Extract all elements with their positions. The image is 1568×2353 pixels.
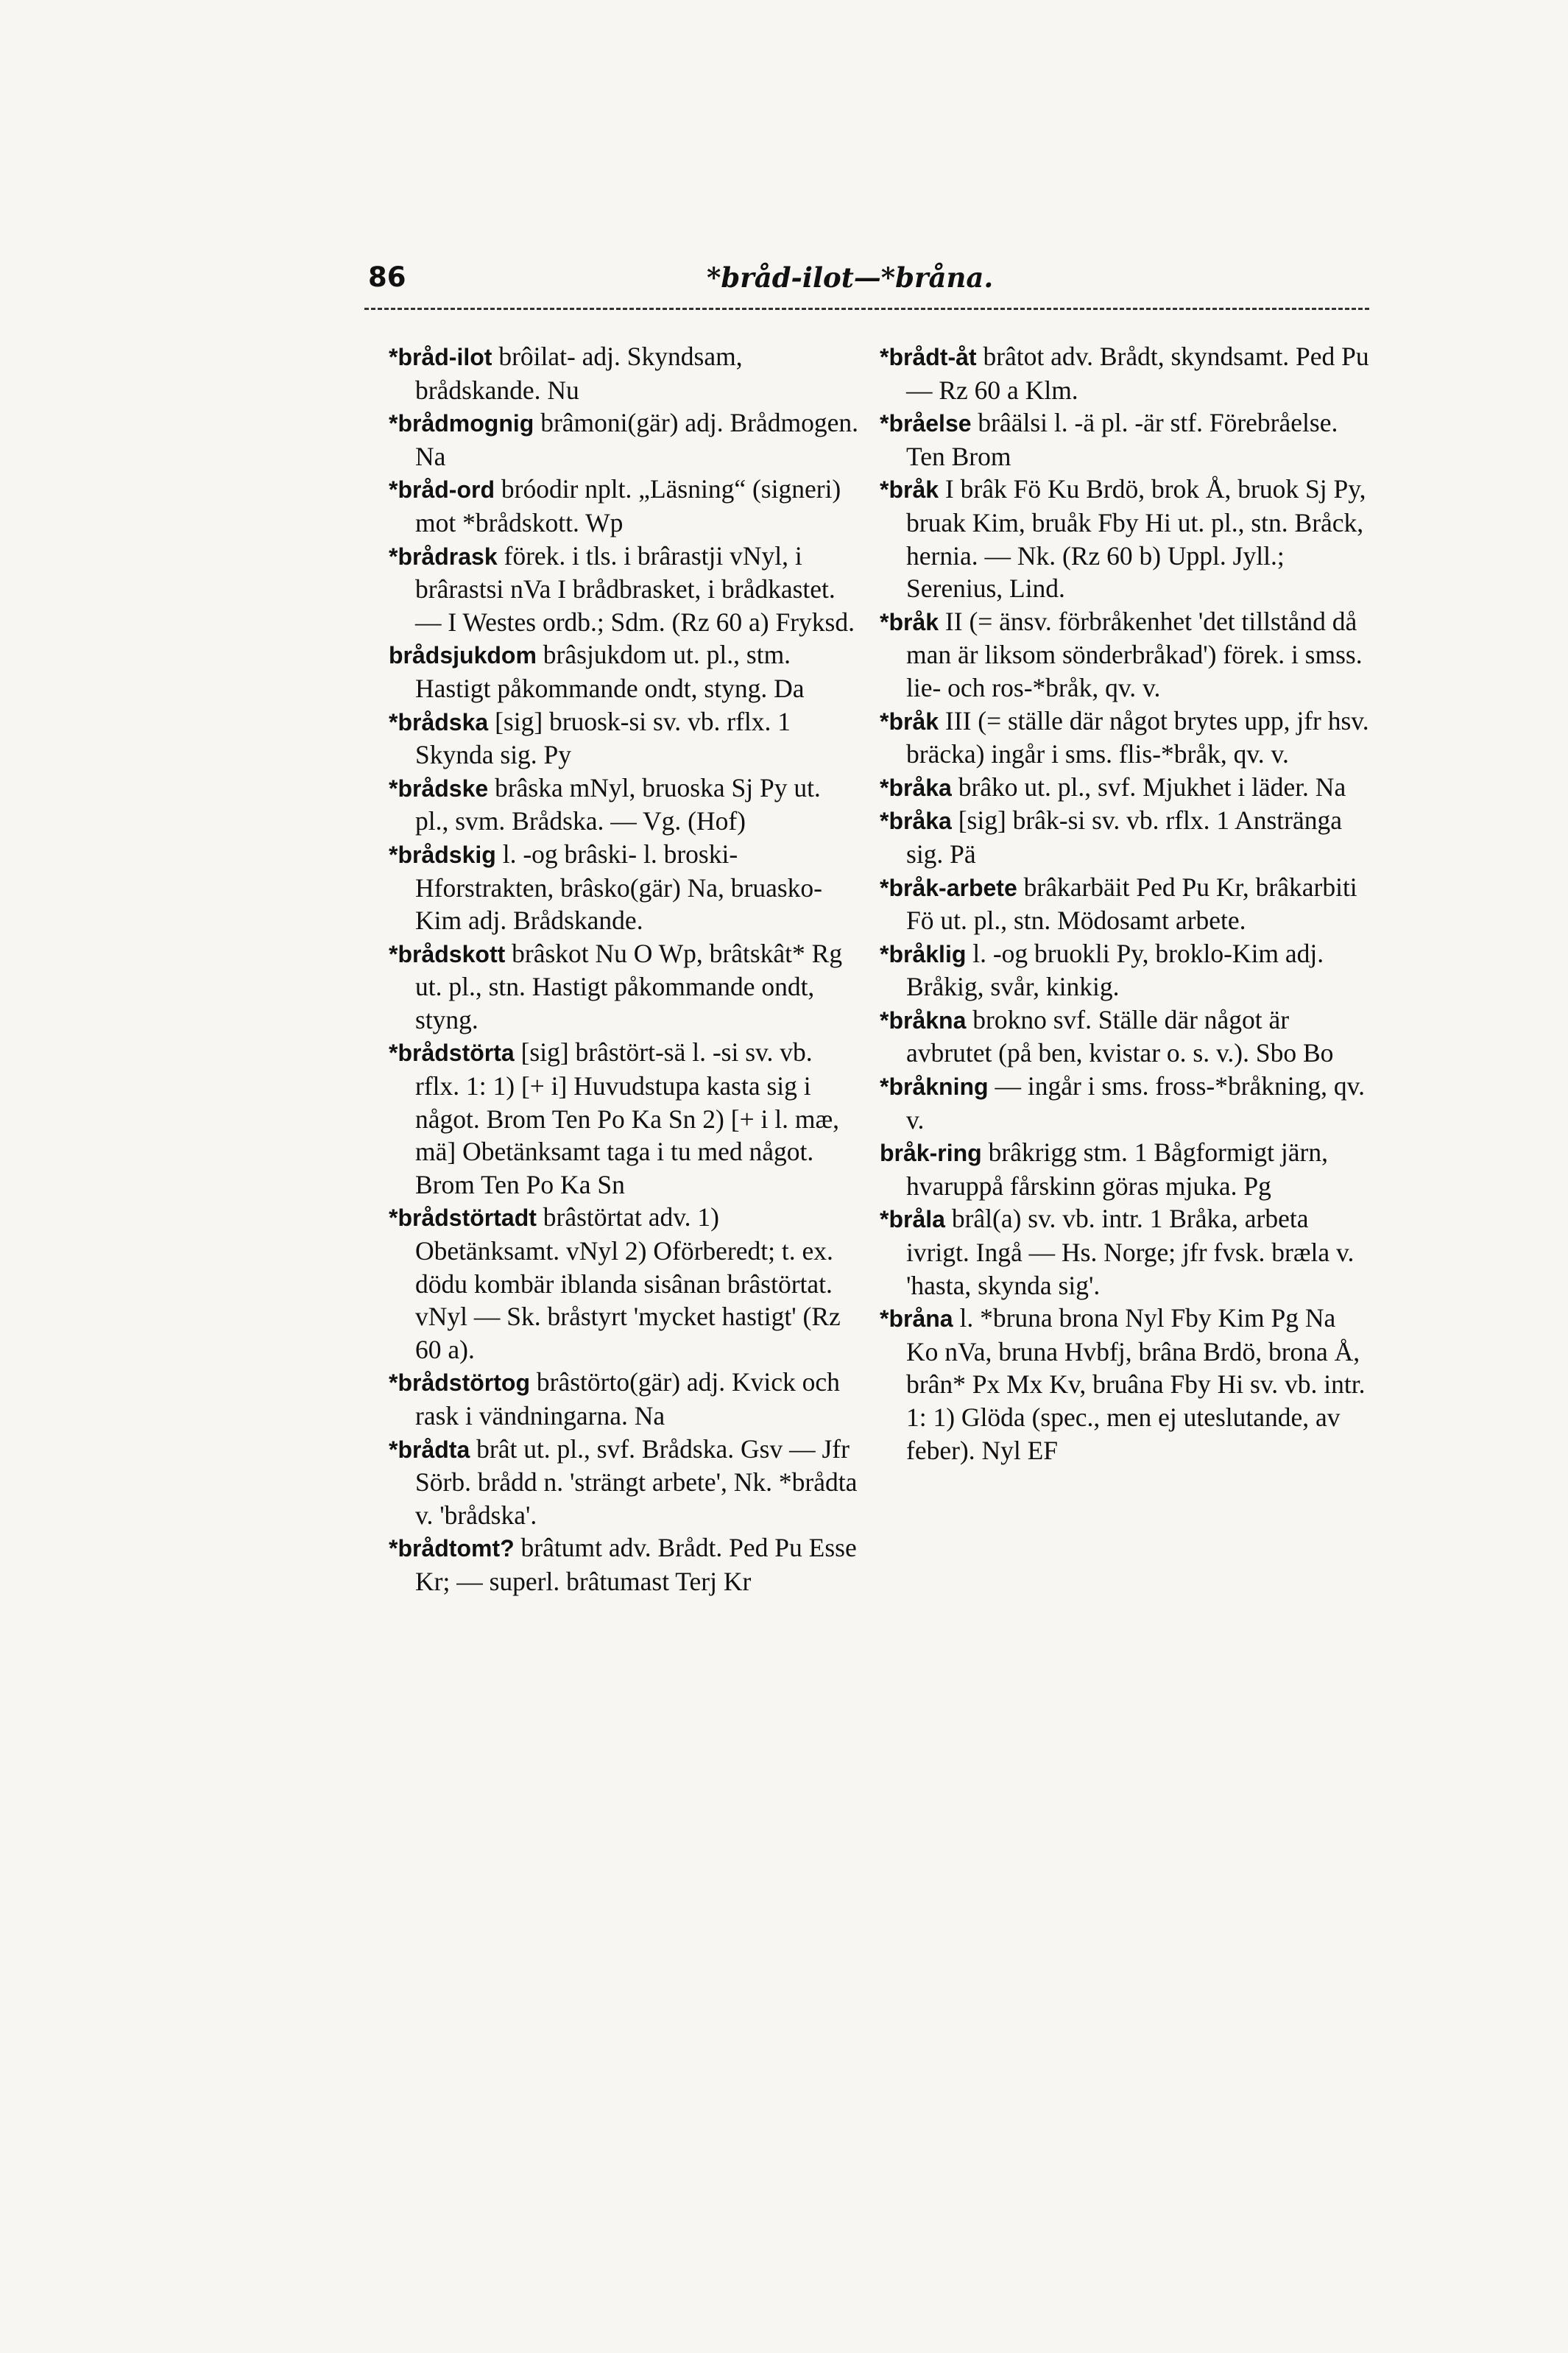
- entry-headword: *brådrask: [389, 543, 498, 570]
- entry-headword: *brådske: [389, 775, 489, 802]
- entry-text: [sig] bruosk-si sv. vb. rflx. 1 Skynda sig. Py: [415, 706, 791, 770]
- entry-text: brâmoni(gär) adj. Brådmogen. Na: [415, 408, 858, 471]
- dictionary-entry: [389, 473, 860, 539]
- entry-text: l. *bruna brona Nyl Fby Kim Pg Na Ko nVa, bruna Hvbfj, brâna Brdö, brona Å, brân* Px Mx Kv, bruâna Fby Hi sv. vb. intr. 1: 1) Glöda (spec., men ej uteslutande, av feber). Nyl EF: [906, 1303, 1366, 1465]
- header-rule: [364, 308, 1369, 310]
- dictionary-entry: [880, 771, 1369, 805]
- dictionary-entry: [389, 1433, 860, 1532]
- entry-text: [sig] brâstört-sä l. -si sv. vb. rflx. 1: 1) [+ i] Huvudstupa kasta sig i något. Brom Ten Po Ka Sn 2) [+ i l. mæ, mä] Obetänksamt taga i tu med något. Brom Ten Po Ka Sn: [415, 1037, 839, 1199]
- dictionary-entry: [880, 406, 1369, 473]
- dictionary-entry: [389, 540, 860, 639]
- entry-headword: *brådskott: [389, 940, 506, 967]
- dictionary-entry: [389, 406, 860, 473]
- entry-text: brôilat- adj. Skyndsam, brådskande. Nu: [415, 342, 743, 405]
- entry-text: l. -og bruokli Py, broklo-Kim adj. Bråkig, svår, kinkig.: [906, 938, 1324, 1002]
- dictionary-entry: [389, 1366, 860, 1432]
- entry-headword: *bråk: [880, 708, 939, 735]
- entry-text: bróodir nplt. „Läsning“ (signeri) mot *brådskott. Wp: [415, 474, 841, 537]
- dictionary-entry: [880, 605, 1369, 705]
- dictionary-entry: [880, 937, 1369, 1003]
- dictionary-entry: [880, 1202, 1369, 1302]
- entry-headword: *brådtomt?: [389, 1535, 515, 1562]
- dictionary-entry: [880, 1136, 1369, 1202]
- entry-text: brâkrigg stm. 1 Bågformigt järn, hvaruppå fårskinn göras mjuka. Pg: [906, 1137, 1328, 1201]
- entry-headword: *bråkning: [880, 1073, 989, 1101]
- entry-text: brâälsi l. -ä pl. -är stf. Förebråelse. Ten Brom: [906, 408, 1338, 471]
- entry-text: brâko ut. pl., svf. Mjukhet i läder. Na: [951, 772, 1346, 802]
- entry-text: brâkarbäit Ped Pu Kr, brâkarbiti Fö ut. pl., stn. Mödosamt arbete.: [906, 872, 1357, 936]
- dictionary-entry: [389, 772, 860, 838]
- dictionary-entry: [389, 638, 860, 705]
- entry-headword: *bråd-ord: [389, 476, 495, 504]
- dictionary-entry: [389, 937, 860, 1037]
- entry-headword: *bråk: [880, 476, 939, 504]
- dictionary-entry: [880, 804, 1369, 870]
- entry-headword: *brådstörta: [389, 1040, 515, 1067]
- entry-headword: *brådstörtadt: [389, 1204, 537, 1232]
- dictionary-entry: [389, 1201, 860, 1366]
- entry-text: brât ut. pl., svf. Brådska. Gsv — Jfr Sörb. brådd n. 'strängt arbete', Nk. *brådta v. 'brådska'.: [415, 1433, 858, 1530]
- entry-text: [sig] brâk-si sv. vb. rflx. 1 Anstränga sig. Pä: [906, 805, 1342, 869]
- dictionary-entry: [880, 705, 1369, 771]
- entry-headword: *bråd-ilot: [389, 344, 492, 370]
- entry-headword: *bråkna: [880, 1006, 967, 1034]
- dictionary-entry: [880, 473, 1369, 604]
- entry-headword: *brådska: [389, 708, 489, 735]
- dictionary-entry: [880, 1302, 1369, 1467]
- dictionary-entry: [880, 871, 1369, 937]
- entry-headword: *bråk: [880, 608, 939, 635]
- dictionary-entry: [389, 838, 860, 937]
- page-number: 86: [368, 261, 406, 293]
- entry-text: brâstörto(gär) adj. Kvick och rask i vändningarna. Na: [415, 1367, 840, 1431]
- running-head: *bråd-ilot—*bråna.: [707, 261, 994, 294]
- entry-headword: *brådmognig: [389, 410, 534, 437]
- entry-headword: *brådstörtog: [389, 1369, 530, 1397]
- dictionary-entry: [389, 705, 860, 772]
- entry-text: — ingår i sms. fross-*bråkning, qv. v.: [906, 1071, 1365, 1135]
- entry-text: brâska mNyl, bruoska Sj Py ut. pl., svm. Brådska. — Vg. (Hof): [415, 772, 821, 836]
- entry-text: II (= änsv. förbråkenhet 'det tillstånd då man är liksom sönderbråkad') förek. i smss. lie- och ros-*bråk, qv. v.: [906, 606, 1363, 702]
- entry-text: brâskot Nu O Wp, brâtskât* Rg ut. pl., stn. Hastigt påkommande ondt, styng.: [415, 938, 843, 1034]
- dictionary-entry: [880, 1070, 1369, 1136]
- entry-text: I brâk Fö Ku Brdö, brok Å, bruok Sj Py, bruak Kim, bruåk Fby Hi ut. pl., stn. Bråck, hernia. — Nk. (Rz 60 b) Uppl. Jyll.; Serenius, Lind.: [906, 474, 1366, 604]
- entry-headword: *bråla: [880, 1206, 945, 1233]
- entry-headword: *brådskig: [389, 841, 496, 868]
- entry-headword: *bråklig: [880, 940, 967, 967]
- dictionary-entry: [880, 1003, 1369, 1070]
- entry-headword: *bråka: [880, 774, 952, 801]
- dictionary-entry: [880, 340, 1369, 406]
- entry-headword: *brådt-åt: [880, 344, 977, 370]
- right-column: [880, 340, 1369, 1467]
- entry-headword: brådsjukdom: [389, 642, 537, 669]
- entry-headword: *bråka: [880, 808, 952, 835]
- entry-text: brâtumt adv. Brådt. Ped Pu Esse Kr; — superl. brâtumast Terj Kr: [415, 1533, 857, 1596]
- entry-text: brâstörtat adv. 1) Obetänksamt. vNyl 2) Oförberedt; t. ex. dödu kombär iblanda sisânan brâstörtat. vNyl — Sk. bråstyrt 'mycket hastigt' (Rz 60 a).: [415, 1202, 841, 1364]
- dictionary-entry: [389, 1531, 860, 1598]
- entry-text: brâtot adv. Brådt, skyndsamt. Ped Pu — Rz 60 a Klm.: [906, 342, 1369, 405]
- entry-text: brâl(a) sv. vb. intr. 1 Bråka, arbeta ivrigt. Ingå — Hs. Norge; jfr fvsk. bræla v. 'hasta, skynda sig'.: [906, 1204, 1355, 1300]
- entry-headword: bråk-ring: [880, 1140, 982, 1167]
- entry-text: brokno svf. Ställe där något är avbrutet (på ben, kvistar o. s. v.). Sbo Bo: [906, 1004, 1334, 1068]
- left-column: [389, 340, 860, 1598]
- entry-headword: *brådta: [389, 1436, 470, 1463]
- entry-text: brâsjukdom ut. pl., stm. Hastigt påkommande ondt, styng. Da: [415, 640, 805, 703]
- entry-headword: *bråk-arbete: [880, 874, 1017, 901]
- dictionary-entry: [389, 340, 860, 406]
- entry-text: III (= ställe där något brytes upp, jfr hsv. bräcka) ingår i sms. flis-*bråk, qv. v.: [906, 705, 1369, 769]
- entry-text: l. -og brâski- l. broski- Hforstrakten, brâsko(gär) Na, bruasko- Kim adj. Brådskande.: [415, 839, 823, 936]
- page-header: [368, 261, 1369, 313]
- entry-headword: *bråelse: [880, 410, 972, 437]
- entry-headword: *bråna: [880, 1305, 953, 1333]
- entry-text: förek. i tls. i brârastji vNyl, i brârastsi nVa I brådbrasket, i brådkastet. — I Westes ordb.; Sdm. (Rz 60 a) Fryksd.: [415, 540, 855, 637]
- dictionary-entry: [389, 1036, 860, 1201]
